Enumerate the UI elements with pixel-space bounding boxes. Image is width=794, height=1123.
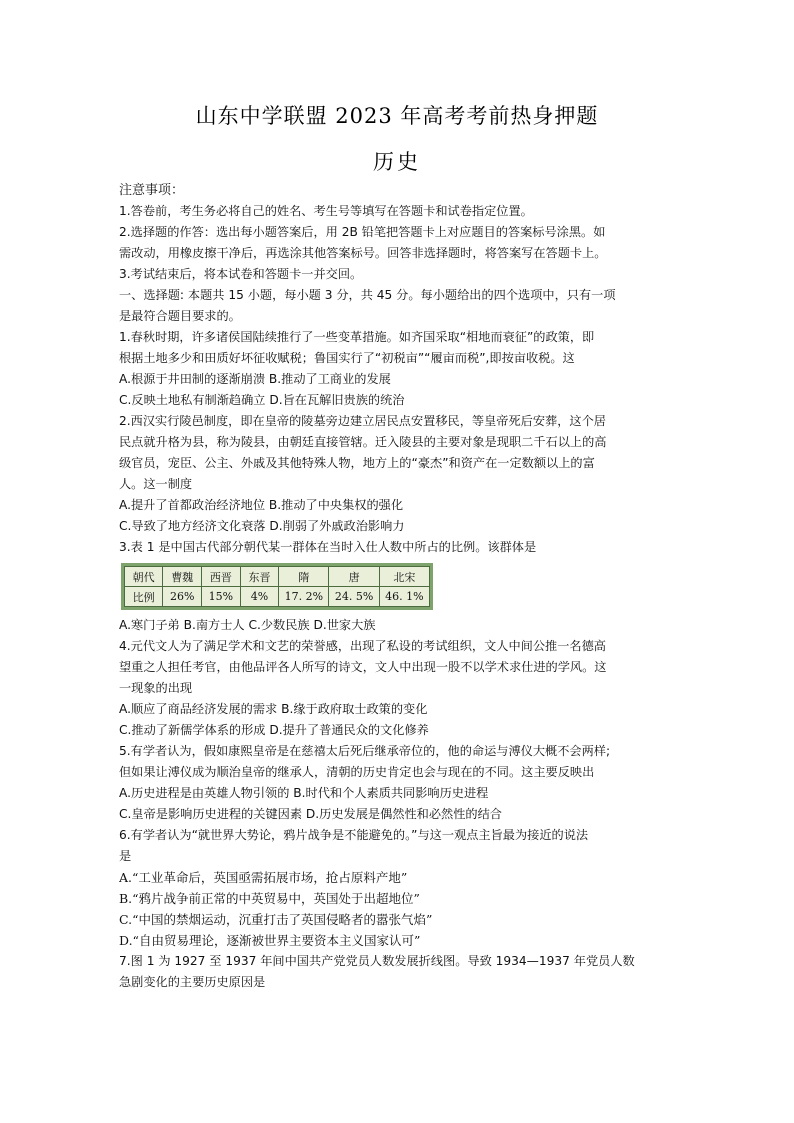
q5-options-ab: A.历史进程是由英雄人物引领的 B.时代和个人素质共同影响历史进程 <box>119 786 489 800</box>
q2-options-ab: A.提升了首都政治经济地位 B.推动了中央集权的强化 <box>119 498 404 512</box>
table-header-row <box>125 567 430 587</box>
q2-options-cd: C.导致了地方经济文化衰落 D.削弱了外戚政治影响力 <box>119 519 405 533</box>
q5-options-cd: C.皇帝是影响历史进程的关键因素 D.历史发展是偶然性和必然性的结合 <box>119 807 502 821</box>
table-cell: 隋 <box>279 567 329 587</box>
table-cell: 北宋 <box>379 567 429 587</box>
notice-item-1: 1.答卷前，考生务必将自己的姓名、考生号等填写在答题卡和试卷指定位置。 <box>119 204 533 218</box>
q2-stem-line-4: 人。这一制度 <box>119 477 193 491</box>
q4-stem-line-2: 望重之人担任考官，由他品评各人所写的诗文，文人中出现一股不以学术求仕进的学风。这 <box>119 660 607 674</box>
q1-stem-line-2: 根据土地多少和田质好坏征收赋税；鲁国实行了“初税亩”“履亩而税”,即按亩收税。这 <box>119 351 575 365</box>
q1-options-cd: C.反映土地私有制渐趋确立 D.旨在瓦解旧贵族的统治 <box>119 393 405 407</box>
q3-stem: 3.表 1 是中国古代部分朝代某一群体在当时入仕人数中所占的比例。该群体是 <box>119 540 537 554</box>
q3-options: A.寒门子弟 B.南方士人 C.少数民族 D.世家大族 <box>119 618 376 632</box>
notice-item-2: 2.选择题的作答：选出每小题答案后，用 2B 铅笔把答题卡上对应题目的答案标号涂黑。如 <box>119 225 606 239</box>
table-cell: 17. 2% <box>279 587 329 607</box>
q7-stem-line-1: 7.图 1 为 1927 至 1937 年间中国共产党党员人数发展折线图。导致 1934—1937 年党员人数 <box>119 954 635 968</box>
q3-table <box>124 566 430 607</box>
table-cell: 4% <box>240 587 279 607</box>
notice-item-3: 3.考试结束后，将本试卷和答题卡一并交回。 <box>119 267 363 281</box>
table-cell: 46. 1% <box>379 587 429 607</box>
q4-options-cd: C.推动了新儒学体系的形成 D.提升了普通民众的文化修养 <box>119 723 429 737</box>
table-cell: 24. 5% <box>329 587 379 607</box>
q5-stem-line-2: 但如果让溥仪成为顺治皇帝的继承人，清朝的历史肯定也会与现在的不同。这主要反映出 <box>119 765 595 779</box>
q2-stem-line-1: 2.西汉实行陵邑制度，即在皇帝的陵墓旁边建立居民点安置移民，等皇帝死后安葬，这个居 <box>119 414 606 428</box>
q6-option-c: C.“中国的禁烟运动，沉重打击了英国侵略者的嚣张气焰” <box>119 912 433 927</box>
q1-options-ab: A.根源于井田制的逐渐崩溃 B.推动了工商业的发展 <box>119 372 391 386</box>
exam-body <box>119 180 681 993</box>
q4-stem-line-3: 一现象的出现 <box>119 681 193 695</box>
table-cell: 26% <box>163 587 202 607</box>
q6-option-b: B.“鸦片战争前正常的中英贸易中，英国处于出超地位” <box>119 891 420 906</box>
exam-title: 山东中学联盟 2023 年高考考前热身押题 <box>195 104 599 128</box>
q6-stem-line-1: 6.有学者认为“就世界大势论，鸦片战争是不能避免的。”与这一观点主旨最为接近的说法 <box>119 828 589 842</box>
q1-stem-line-1: 1.春秋时期，许多诸侯国陆续推行了一些变革措施。如齐国采取“相地而衰征”的政策，即 <box>119 330 595 344</box>
q7-stem-line-2: 急剧变化的主要历史原因是 <box>119 975 266 989</box>
table-cell: 西晋 <box>202 567 241 587</box>
q5-stem-line-1: 5.有学者认为，假如康熙皇帝是在慈禧太后死后继承帝位的，他的命运与溥仪大概不会两样; <box>119 744 611 758</box>
q2-stem-line-2: 民点就升格为县，称为陵县，由朝廷直接管辖。迁入陵县的主要对象是现职二千石以上的高 <box>119 435 607 449</box>
q3-table-frame <box>121 563 433 610</box>
section-heading: 一、选择题: 本题共 15 小题，每小题 3 分，共 45 分。每小题给出的四个选项中，只有一项 <box>119 288 616 302</box>
table-row <box>125 587 430 607</box>
table-cell: 曹魏 <box>163 567 202 587</box>
table-cell: 15% <box>202 587 241 607</box>
notice-heading: 注意事项： <box>119 183 185 198</box>
table-cell: 比例 <box>125 587 163 607</box>
table-cell: 唐 <box>329 567 379 587</box>
table-cell: 朝代 <box>125 567 163 587</box>
subject-title: 历史 <box>373 150 421 174</box>
q6-stem-line-2: 是 <box>119 849 132 863</box>
q6-option-a: A.“工业革命后，英国亟需拓展市场，抢占原料产地” <box>119 870 408 885</box>
q6-option-d: D.“自由贸易理论，逐渐被世界主要资本主义国家认可” <box>119 933 421 948</box>
section-heading-cont: 是最符合题目要求的。 <box>119 309 241 323</box>
notice-item-2-cont: 需改动，用橡皮擦干净后，再选涂其他答案标号。回答非选择题时，将答案写在答题卡上。 <box>119 246 607 260</box>
table-cell: 东晋 <box>240 567 279 587</box>
q4-options-ab: A.顺应了商品经济发展的需求 B.缘于政府取士政策的变化 <box>119 702 428 716</box>
q4-stem-line-1: 4.元代文人为了满足学术和文艺的荣誉感，出现了私设的考试组织，文人中间公推一名德高 <box>119 639 606 653</box>
q2-stem-line-3: 级官员，宠臣、公主、外戚及其他特殊人物，地方上的“豪杰”和资产在一定数额以上的富 <box>119 456 595 470</box>
